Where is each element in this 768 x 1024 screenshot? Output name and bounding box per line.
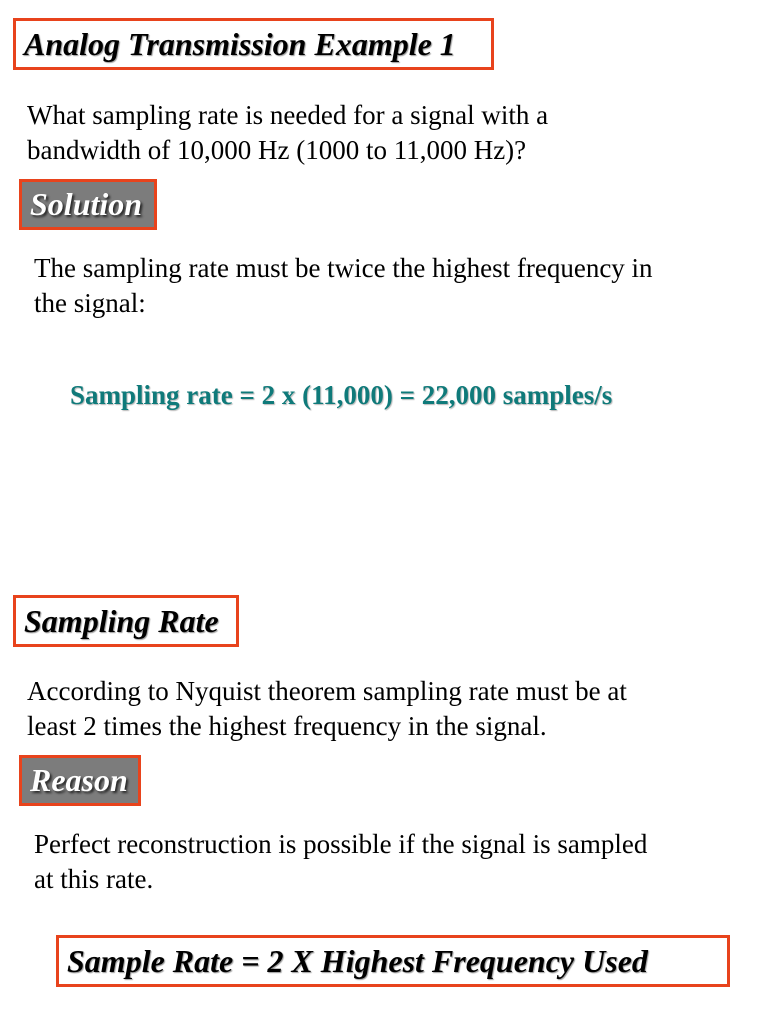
statement-line-1: According to Nyquist theorem sampling rate must be at <box>27 676 627 706</box>
slide2-title: Sampling Rate <box>24 602 219 639</box>
sample-rate-rule: Sample Rate = 2 X Highest Frequency Used <box>67 942 648 979</box>
question-line-1: What sampling rate is needed for a signal with a <box>27 100 549 130</box>
sample-rate-rule-box <box>56 935 730 987</box>
reason-tag <box>19 755 141 806</box>
answer-line-1: The sampling rate must be twice the highest frequency in <box>34 253 653 283</box>
reason-line-1: Perfect reconstruction is possible if the signal is sampled <box>34 829 648 859</box>
solution-tag <box>19 179 157 230</box>
reason-text <box>34 827 754 897</box>
question-line-2: bandwidth of 10,000 Hz (1000 to 11,000 Hz)? <box>27 135 527 165</box>
answer-line-2: the signal: <box>34 288 146 318</box>
slide1-answer <box>34 251 754 321</box>
statement-line-2: least 2 times the highest frequency in the signal. <box>27 711 547 741</box>
slide1-title-box <box>13 18 494 70</box>
reason-label: Reason <box>30 762 128 798</box>
reason-line-2: at this rate. <box>34 864 154 894</box>
solution-label: Solution <box>30 186 143 222</box>
sampling-rate-formula: Sampling rate = 2 x (11,000) = 22,000 samples/s <box>70 380 613 410</box>
nyquist-statement <box>27 674 747 744</box>
slide2-title-box <box>13 595 239 647</box>
slide1-question <box>27 98 747 168</box>
slide1-title: Analog Transmission Example 1 <box>24 25 456 62</box>
